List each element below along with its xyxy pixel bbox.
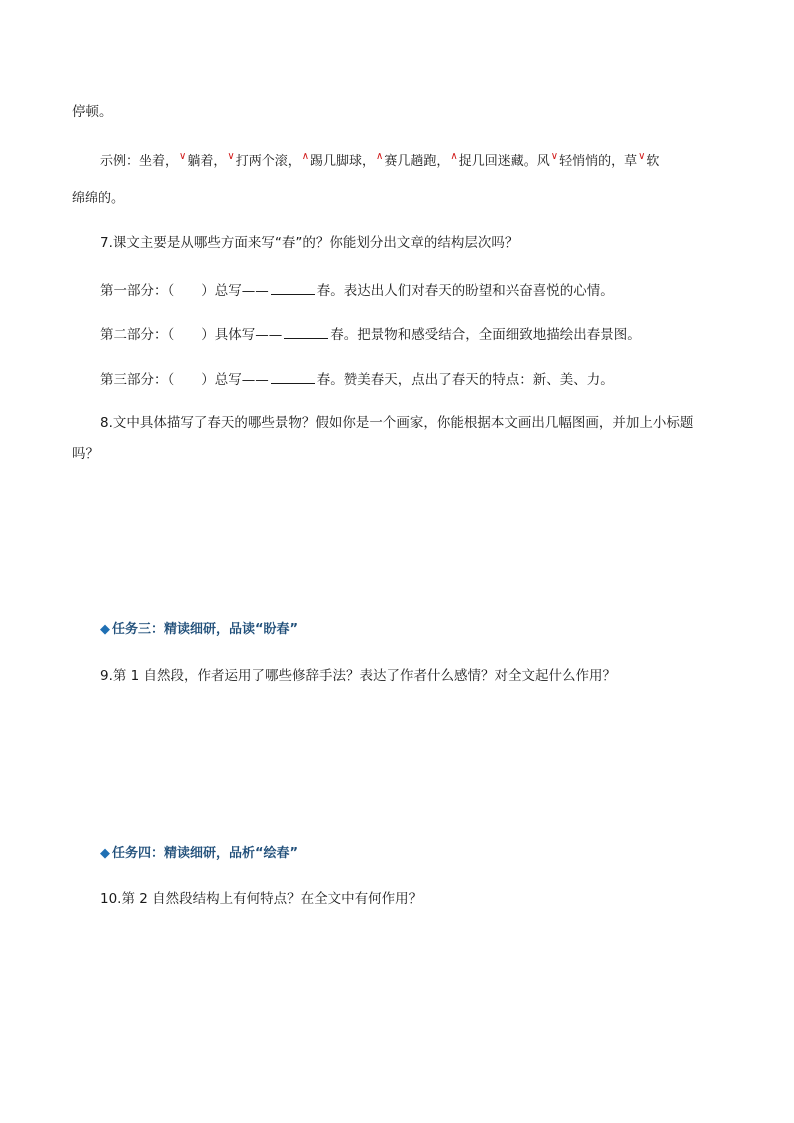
example-part-4: 踢几脚球， xyxy=(310,154,376,169)
example-part-7: 轻悄悄的，草 xyxy=(559,154,638,169)
example-part-3: 打两个滚， xyxy=(235,154,301,169)
diamond-icon: ◆ xyxy=(100,846,110,861)
answer-blank[interactable] xyxy=(271,369,315,384)
caret-up-mark: ∧ xyxy=(301,151,310,162)
example-part-2: 躺着， xyxy=(187,154,227,169)
caret-up-mark: ∧ xyxy=(376,151,384,162)
caret-down-mark: ∨ xyxy=(227,151,235,162)
caret-up-mark: ∧ xyxy=(450,151,458,162)
example-line-1 xyxy=(100,153,659,172)
question-8-line-2: 吗？ xyxy=(72,446,99,462)
diamond-icon: ◆ xyxy=(100,622,110,637)
question-8-line-1: 8.文中具体描写了春天的哪些景物？假如你是一个画家，你能根据本文画出几幅图画，并加上小标题 xyxy=(100,415,694,431)
question-10: 10.第 2 自然段结构上有何特点？在全文中有何作用？ xyxy=(100,891,423,907)
task-4-heading xyxy=(100,845,298,863)
question-7: 7.课文主要是从哪些方面来写“春”的？你能划分出文章的结构层次吗？ xyxy=(100,235,519,251)
part-1-prefix: 第一部分：（ ）总写—— xyxy=(100,283,269,299)
part-1-line xyxy=(100,280,614,300)
part-2-line xyxy=(100,324,641,344)
caret-down-mark: ∨ xyxy=(550,151,559,162)
part-1-suffix: 春。表达出人们对春天的盼望和兴奋喜悦的心情。 xyxy=(316,283,614,299)
example-part-1: 示例：坐着， xyxy=(100,154,179,169)
text-line-stop: 停顿。 xyxy=(72,104,113,120)
answer-blank[interactable] xyxy=(271,280,315,295)
part-3-prefix: 第三部分：（ ）总写—— xyxy=(100,372,269,388)
example-line-2: 绵绵的。 xyxy=(72,191,125,206)
task-3-title: 任务三：精读细研，品读“盼春” xyxy=(112,622,299,637)
example-part-6: 捉几回迷藏。风 xyxy=(458,154,550,169)
part-2-prefix: 第二部分：（ ）具体写—— xyxy=(100,327,283,343)
example-part-5: 赛几趟跑， xyxy=(384,154,450,169)
answer-blank[interactable] xyxy=(284,324,328,339)
question-9: 9.第 1 自然段，作者运用了哪些修辞手法？表达了作者什么感情？对全文起什么作用？ xyxy=(100,668,617,684)
part-3-suffix: 春。赞美春天，点出了春天的特点：新、美、力。 xyxy=(316,372,614,388)
task-3-heading xyxy=(100,621,298,639)
part-3-line xyxy=(100,369,614,389)
part-2-suffix: 春。把景物和感受结合，全面细致地描绘出春景图。 xyxy=(330,327,641,343)
caret-down-mark: ∨ xyxy=(638,151,646,162)
task-4-title: 任务四：精读细研，品析“绘春” xyxy=(112,846,299,861)
example-part-8: 软 xyxy=(646,154,660,169)
caret-down-mark: ∨ xyxy=(179,151,187,162)
